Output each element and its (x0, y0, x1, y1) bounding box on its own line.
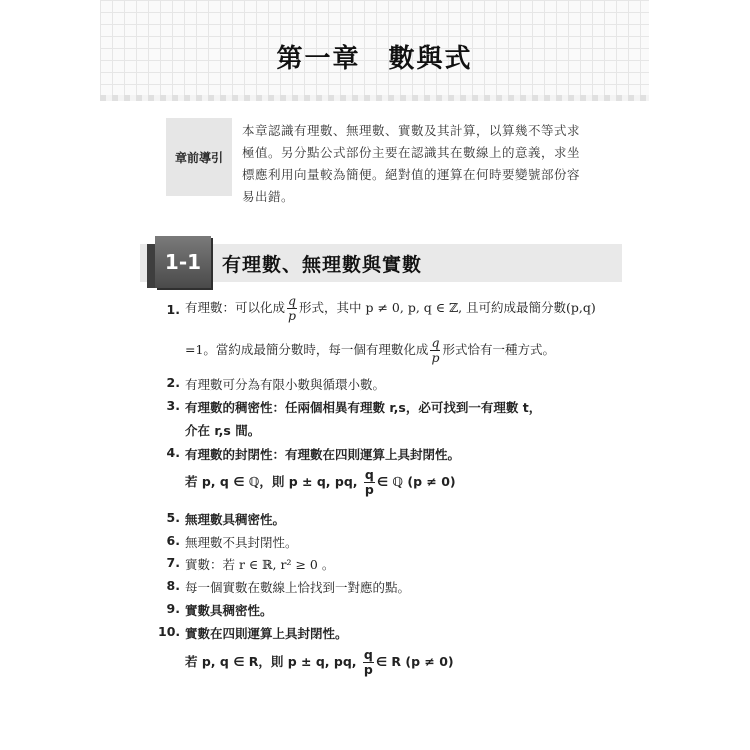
item-text: 若 p, q ∈ ℚ，則 p ± q, pq, (185, 474, 362, 489)
list-item: 實數在四則運算上具封閉性。 (185, 626, 348, 641)
fraction-numerator: q (288, 293, 297, 308)
list-item: 實數具稠密性。 (185, 603, 273, 618)
item-text: ∈ ℚ (p ≠ 0) (376, 474, 456, 489)
item-text: ∈ R (p ≠ 0) (375, 654, 454, 669)
item-number: 10. (158, 624, 181, 639)
intro-text: 本章認識有理數、無理數、實數及其計算，以算幾不等式求極值。另分點公式部份主要在認識其在數線上的意義，求坐標應利用向量較為簡便。絕對值的運算在何時要變號部份容易出錯。 (242, 123, 581, 204)
fraction (363, 648, 374, 677)
list-item: 實數：若 r ∈ ℝ, r² ≥ 0 。 (185, 557, 335, 572)
item-text: 形式，其中 p ≠ 0, p, q ∈ ℤ, 且可約成最簡分數(p,q) (299, 300, 596, 315)
formula (185, 648, 454, 677)
item-number: 3. (166, 398, 180, 413)
item-number: 6. (166, 533, 180, 548)
item-text: 形式恰有一種方式。 (442, 342, 555, 357)
item-number: 4. (166, 445, 180, 460)
list-item: 有理數的稠密性：任兩個相異有理數 r,s，必可找到一有理數 t， (185, 400, 542, 415)
fraction-denominator: p (364, 482, 374, 497)
list-item: 有理數的封閉性：有理數在四則運算上具封閉性。 (185, 447, 461, 462)
item-text: 有理數：可以化成 (185, 300, 286, 315)
fraction-denominator: p (363, 662, 373, 677)
list-item: 每一個實數在數線上恰找到一對應的點。 (185, 580, 411, 595)
chapter-banner (100, 0, 649, 97)
fraction (430, 336, 440, 365)
list-item: 無理數具稠密性。 (185, 512, 286, 527)
list-item (185, 294, 596, 323)
fraction-denominator: p (288, 308, 297, 323)
fraction-numerator: q (431, 335, 440, 350)
item-number: 8. (166, 578, 180, 593)
section-title: 有理數、無理數與實數 (222, 254, 423, 276)
fraction (364, 468, 375, 497)
list-item: 無理數不具封閉性。 (185, 535, 298, 550)
intro-label: 章前導引 (166, 118, 232, 196)
chapter-title: 第一章 數與式 (276, 44, 473, 74)
fraction-numerator: q (364, 467, 374, 482)
list-item-continuation (185, 336, 555, 365)
item-number: 1. (166, 302, 180, 317)
item-number: 2. (166, 375, 180, 390)
list-item: 有理數可分為有限小數與循環小數。 (185, 377, 386, 392)
item-number: 5. (166, 510, 180, 525)
fraction (287, 294, 297, 323)
fraction-numerator: q (363, 647, 373, 662)
item-text: =1。當約成最簡分數時，每一個有理數化成 (185, 342, 429, 357)
list-item-continuation: 介在 r,s 間。 (185, 423, 261, 438)
item-number: 7. (166, 555, 180, 570)
section-number: 1-1 (155, 236, 211, 288)
formula (185, 468, 456, 497)
item-number: 9. (166, 601, 180, 616)
fraction-denominator: p (431, 350, 440, 365)
item-text: 若 p, q ∈ R，則 p ± q, pq, (185, 654, 361, 669)
